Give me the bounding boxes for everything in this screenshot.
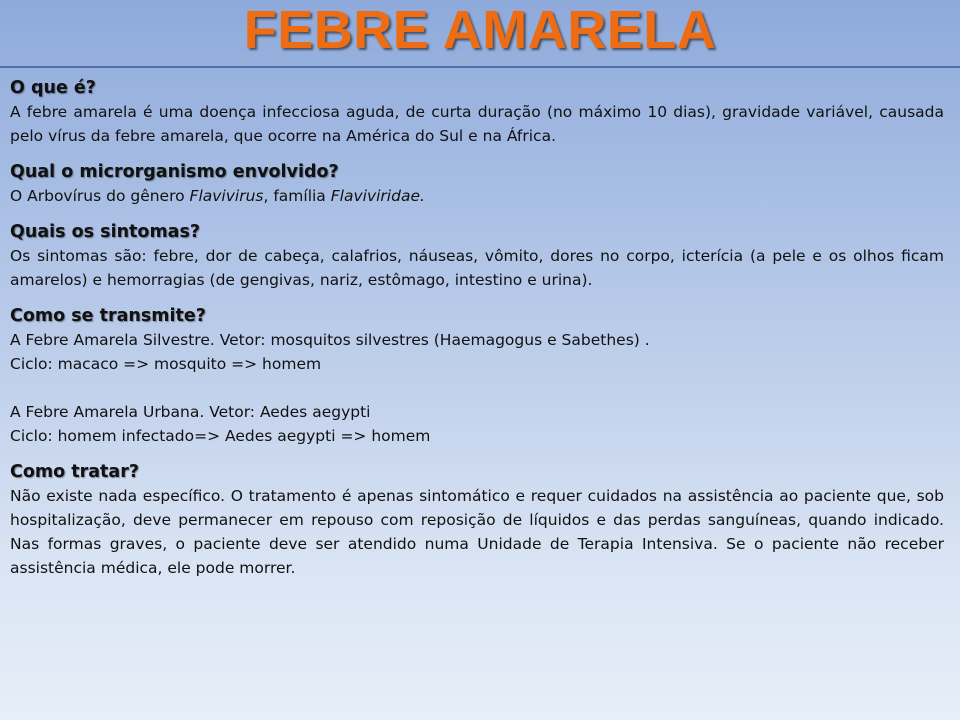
text-what: A febre amarela é uma doença infecciosa aguda, de curta duração (no máximo 10 dias), gravidade variável, causada pelo vírus da febre amarela, que ocorre na América do Sul e na África. [10,103,944,145]
transmission-line: Ciclo: homem infectado=> Aedes aegypti => homem [10,427,431,445]
section-treatment [10,460,944,580]
text-treatment: Não existe nada específico. O tratamento é apenas sintomático e requer cuidados na assistência ao paciente que, sob hospitalização, deve permanecer em repouso com reposição de líquidos e das perdas sanguíneas, quando indicado. Nas formas graves, o paciente deve ser atendido numa Unidade de Terapia Intensiva. Se o paciente não receber assistência médica, ele pode morrer. [10,487,944,577]
section-what [10,76,944,148]
transmission-line: Ciclo: macaco => mosquito => homem [10,355,322,373]
organism-text-1: O Arbovírus do gênero [10,187,190,205]
organism-family: Flaviviridae. [330,187,425,205]
slide-content [10,76,944,592]
organism-genus: Flavivirus [189,187,264,205]
text-symptoms: Os sintomas são: febre, dor de cabeça, calafrios, náuseas, vômito, dores no corpo, icterícia (a pele e os olhos ficam amarelos) e hemorragias (de gengivas, nariz, estômago, intestino e urina). [10,247,944,289]
transmission-line: A Febre Amarela Urbana. Vetor: Aedes aegypti [10,403,371,421]
heading-what: O que é? [10,78,96,98]
title-bar [0,0,960,68]
section-organism [10,160,944,208]
section-symptoms [10,220,944,292]
transmission-line: A Febre Amarela Silvestre. Vetor: mosquitos silvestres (Haemagogus e Sabethes) . [10,331,650,349]
spacer [10,376,944,400]
heading-transmission: Como se transmite? [10,306,206,326]
heading-organism: Qual o microrganismo envolvido? [10,162,339,182]
organism-text-2: , família [263,187,331,205]
heading-treatment: Como tratar? [10,462,139,482]
section-transmission [10,304,944,448]
slide-title: FEBRE AMARELA [243,0,717,60]
text-organism [10,184,944,208]
heading-symptoms: Quais os sintomas? [10,222,201,242]
